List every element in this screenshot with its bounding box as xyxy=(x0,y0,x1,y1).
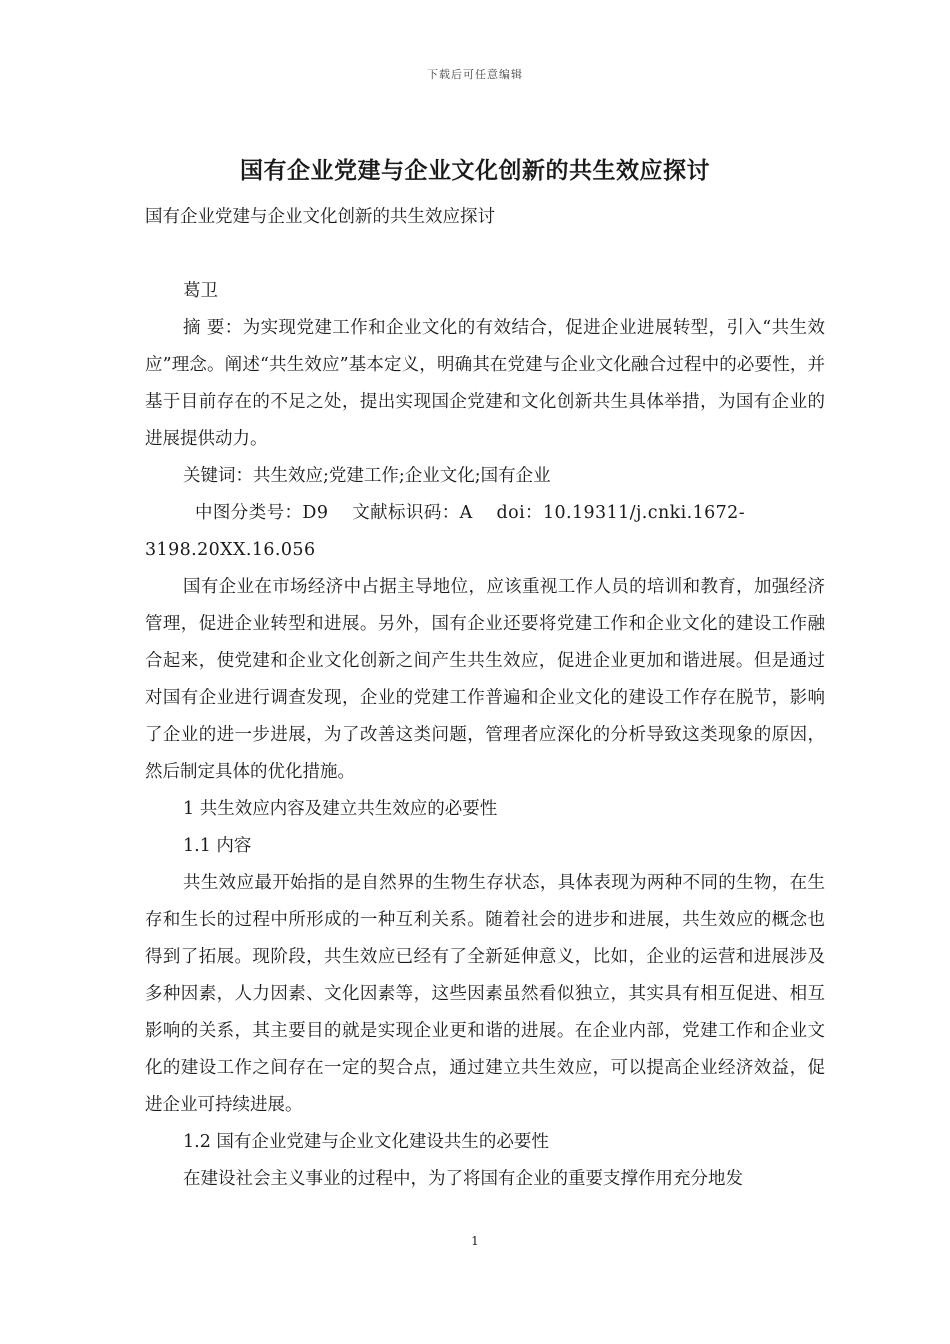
page-number: 1 xyxy=(471,1234,479,1248)
classification: 中图分类号：D9 文献标识码：A doi：10.19311/j.cnki.1672-3198.20XX.16.056 xyxy=(145,503,746,560)
document-body xyxy=(145,199,825,1198)
header-note: 下载后可任意编辑 xyxy=(427,68,523,81)
paragraph: 国有企业在市场经济中占据主导地位，应该重视工作人员的培训和教育，加强经济管理，促进企业转型和进展。另外，国有企业还要将党建工作和企业文化的建设工作融合起来，使党建和企业文化创新之间产生共生效应，促进企业更加和谐进展。但是通过对国有企业进行调查发现，企业的党建工作普遍和企业文化的建设工作存在脱节，影响了企业的进一步进展，为了改善这类问题，管理者应深化的分析导致这类现象的原因，然后制定具体的优化措施。 xyxy=(145,577,825,782)
section-heading: 1 共生效应内容及建立共生效应的必要性 xyxy=(183,799,498,819)
abstract: 摘 要：为实现党建工作和企业文化的有效结合，促进企业进展转型，引入“共生效应”理念。阐述“共生效应”基本定义，明确其在党建与企业文化融合过程中的必要性，并基于目前存在的不足之处，提出实现国企党建和文化创新共生具体举措，为国有企业的进展提供动力。 xyxy=(145,318,825,449)
page-title: 国有企业党建与企业文化创新的共生效应探讨 xyxy=(240,157,710,184)
author: 葛卫 xyxy=(183,281,218,301)
keywords: 关键词：共生效应;党建工作;企业文化;国有企业 xyxy=(183,466,551,486)
paragraph: 在建设社会主义事业的过程中，为了将国有企业的重要支撑作用充分地发 xyxy=(183,1169,743,1189)
subsection-heading: 1.1 内容 xyxy=(183,836,252,856)
paragraph: 共生效应最开始指的是自然界的生物生存状态，具体表现为两种不同的生物，在生存和生长的过程中所形成的一种互利关系。随着社会的进步和进展，共生效应的概念也得到了拓展。现阶段，共生效应已经有了全新延伸意义，比如，企业的运营和进展涉及多种因素，人力因素、文化因素等，这些因素虽然看似独立，其实具有相互促进、相互影响的关系，其主要目的就是实现企业更和谐的进展。在企业内部，党建工作和企业文化的建设工作之间存在一定的契合点，通过建立共生效应，可以提高企业经济效益，促进企业可持续进展。 xyxy=(145,873,825,1115)
subtitle: 国有企业党建与企业文化创新的共生效应探讨 xyxy=(145,207,495,227)
subsection-heading: 1.2 国有企业党建与企业文化建设共生的必要性 xyxy=(183,1132,549,1152)
